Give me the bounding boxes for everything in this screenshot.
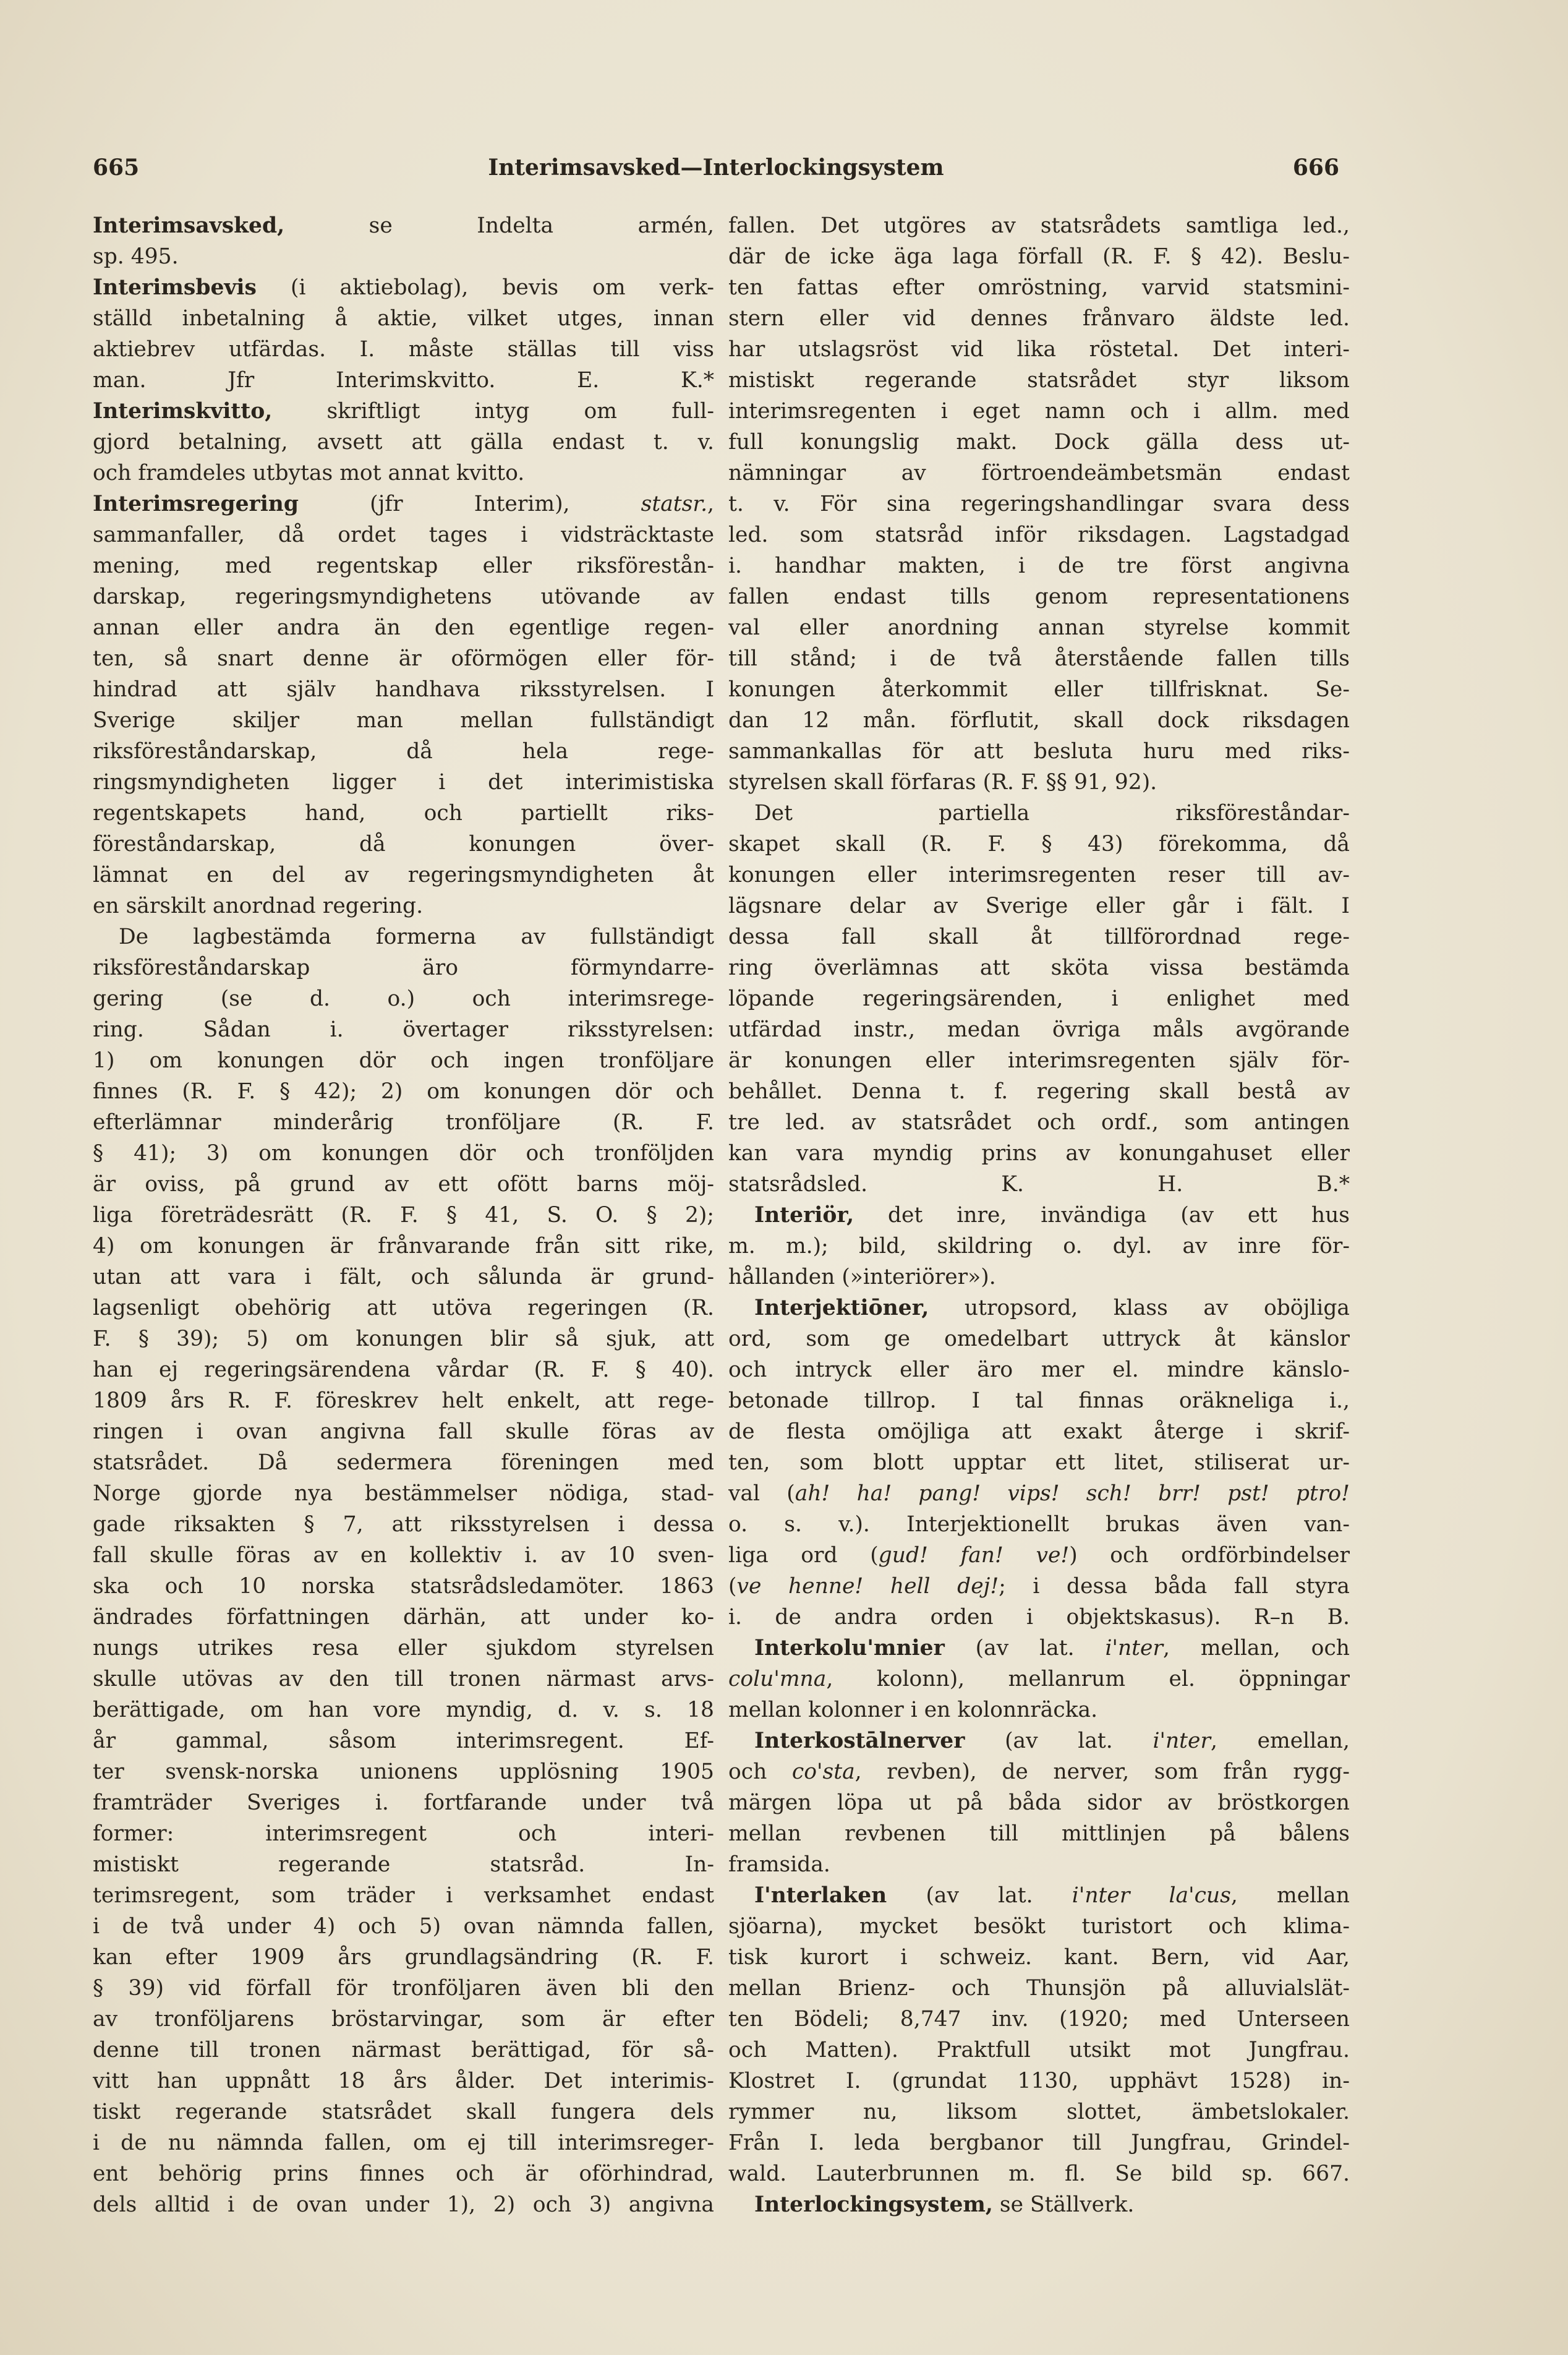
text-line: mellan revbenen till mittlinjen på bålens	[728, 1821, 1350, 1846]
text-line: mellan kolonner i en kolonnräcka.	[728, 1698, 1098, 1722]
text-line: Interimskvitto, skriftligt intyg om full-	[93, 399, 714, 424]
text-line: ring överlämnas att sköta vissa bestämda	[728, 955, 1350, 980]
text-line: tre led. av statsrådet och ordf., som antingen	[728, 1110, 1350, 1135]
text-line: lämnat en del av regeringsmyndigheten åt	[93, 863, 714, 887]
running-title: Interimsavsked—Interlockingsystem	[488, 155, 944, 181]
text-line: Interjektiōner, utropsord, klass av oböjliga	[754, 1296, 1350, 1320]
text-line: ring. Sådan i. övertager riksstyrelsen:	[93, 1017, 714, 1042]
text-line: stern eller vid dennes frånvaro äldste led.	[728, 306, 1350, 331]
text-line: riksföreståndarskap äro förmyndarre-	[93, 955, 714, 980]
text-line: utfärdad instr., medan övriga måls avgörande	[728, 1017, 1350, 1042]
text-line: berättigade, om han vore myndig, d. v. s. 18	[93, 1698, 714, 1722]
text-line: han ej regeringsärendena vårdar (R. F. § 40).	[93, 1357, 714, 1382]
text-line: hållanden (»interiörer»).	[728, 1265, 996, 1289]
left-column	[93, 210, 714, 2220]
text-line: Norge gjorde nya bestämmelser nödiga, stad-	[93, 1481, 714, 1506]
text-line: Interkostālnerver (av lat. i'nter, emellan,	[754, 1729, 1350, 1753]
text-line: framträder Sveriges i. fortfarande under två	[93, 1790, 714, 1815]
text-line: full konungslig makt. Dock gälla dess ut-	[728, 430, 1350, 455]
text-line: 1) om konungen dör och ingen tronföljare	[93, 1048, 714, 1073]
text-line: kan vara myndig prins av konungahuset eller	[728, 1141, 1350, 1166]
text-line: darskap, regeringsmyndighetens utövande av	[93, 584, 714, 609]
text-line: där de icke äga laga förfall (R. F. § 42). Beslu-	[728, 244, 1350, 269]
text-line: sjöarna), mycket besökt turistort och klima-	[728, 1914, 1350, 1939]
text-line: Det partiella riksföreståndar-	[754, 801, 1350, 826]
text-line: (ve henne! hell dej!; i dessa båda fall styra	[728, 1574, 1350, 1599]
text-line: i de nu nämnda fallen, om ej till interimsreger-	[93, 2131, 714, 2155]
text-line: och co'sta, revben), de nerver, som från rygg-	[728, 1759, 1350, 1784]
text-line: rymmer nu, liksom slottet, ämbetslokaler.	[728, 2100, 1350, 2124]
text-line: Interimsavsked, se Indelta armén,	[93, 213, 714, 238]
text-line: sammankallas för att besluta huru med riks-	[728, 739, 1350, 764]
text-line: Från I. leda bergbanor till Jungfrau, Grindel-	[728, 2131, 1350, 2155]
text-line: i. handhar makten, i de tre först angivna	[728, 553, 1350, 578]
text-line: annan eller andra än den egentlige regen-	[93, 615, 714, 640]
text-line: märgen löpa ut på båda sidor av bröstkorgen	[728, 1790, 1350, 1815]
text-line: ändrades författningen därhän, att under ko-	[93, 1605, 714, 1630]
text-line: ord, som ge omedelbart uttryck åt känslor	[728, 1327, 1350, 1351]
text-line: har utslagsröst vid lika röstetal. Det interi-	[728, 337, 1350, 362]
text-line: I'nterlaken (av lat. i'nter la'cus, mellan	[754, 1883, 1350, 1908]
text-line: t. v. För sina regeringshandlingar svara dess	[728, 492, 1350, 516]
page-number-left: 665	[93, 155, 140, 181]
text-line: en särskilt anordnad regering.	[93, 894, 424, 918]
text-line: regentskapets hand, och partiellt riks-	[93, 801, 714, 826]
text-line: till stånd; i de två återstående fallen tills	[728, 646, 1350, 671]
text-line: dels alltid i de ovan under 1), 2) och 3) angivna	[93, 2192, 714, 2217]
text-line: i. de andra orden i objektskasus). R–n B.	[728, 1605, 1350, 1630]
text-line: man. Jfr Interimskvitto. E. K.*	[93, 368, 714, 393]
text-line: dessa fall skall åt tillförordnad rege-	[728, 925, 1350, 949]
text-line: och Matten). Praktfull utsikt mot Jungfrau.	[728, 2038, 1350, 2062]
text-line: interimsregenten i eget namn och i allm. med	[728, 399, 1350, 424]
text-line: Sverige skiljer man mellan fullständigt	[93, 708, 714, 733]
text-line: Interimsbevis (i aktiebolag), bevis om verk-	[93, 275, 714, 300]
text-line: De lagbestämda formerna av fullständigt	[119, 925, 714, 949]
text-line: Interimsregering (jfr Interim), statsr.,	[93, 492, 714, 516]
page-number-right: 666	[1292, 155, 1339, 181]
text-line: m. m.); bild, skildring o. dyl. av inre för-	[728, 1234, 1350, 1259]
text-line: statsrådet. Då sedermera föreningen med	[93, 1450, 714, 1475]
text-line: liga ord (gud! fan! ve!) och ordförbindelser	[728, 1543, 1350, 1568]
text-line: lagsenligt obehörig att utöva regeringen (R.	[93, 1296, 714, 1320]
text-line: Interkolu'mnier (av lat. i'nter, mellan, och	[754, 1636, 1350, 1660]
right-column	[728, 210, 1350, 2220]
text-line: ringen i ovan angivna fall skulle föras av	[93, 1419, 714, 1444]
text-line: och framdeles utbytas mot annat kvitto.	[93, 461, 525, 485]
text-line: denne till tronen närmast berättigad, för så-	[93, 2038, 714, 2062]
text-line: kan efter 1909 års grundlagsändring (R. F.	[93, 1945, 714, 1970]
text-line: Interiör, det inre, invändiga (av ett hus	[754, 1203, 1350, 1228]
text-line: led. som statsråd inför riksdagen. Lagstadgad	[728, 523, 1350, 547]
text-line: löpande regeringsärenden, i enlighet med	[728, 986, 1350, 1011]
text-line: Interlockingsystem, se Ställverk.	[754, 2192, 1135, 2217]
text-line: och intryck eller äro mer el. mindre känslo-	[728, 1357, 1350, 1382]
text-line: nungs utrikes resa eller sjukdom styrelsen	[93, 1636, 714, 1660]
text-line: vitt han uppnått 18 års ålder. Det interimis-	[93, 2069, 714, 2093]
text-line: fallen. Det utgöres av statsrådets samtliga led.,	[728, 213, 1350, 238]
text-line: lägsnare delar av Sverige eller går i fält. I	[728, 894, 1350, 918]
text-line: behållet. Denna t. f. regering skall bestå av	[728, 1079, 1350, 1104]
text-line: finnes (R. F. § 42); 2) om konungen dör och	[93, 1079, 714, 1104]
text-line: Klostret I. (grundat 1130, upphävt 1528) in-	[728, 2069, 1350, 2093]
text-line: mistiskt regerande statsrådet styr liksom	[728, 368, 1350, 393]
text-line: former: interimsregent och interi-	[93, 1821, 714, 1846]
text-line: gade riksakten § 7, att riksstyrelsen i dessa	[93, 1512, 714, 1537]
text-line: föreståndarskap, då konungen över-	[93, 832, 714, 857]
text-line: konungen återkommit eller tillfrisknat. Se-	[728, 677, 1350, 702]
text-line: gjord betalning, avsett att gälla endast t. v.	[93, 430, 714, 455]
text-line: ska och 10 norska statsrådsledamöter. 1863	[93, 1574, 714, 1599]
text-line: efterlämnar minderårig tronföljare (R. F.	[93, 1110, 714, 1135]
text-line: tiskt regerande statsrådet skall fungera dels	[93, 2100, 714, 2124]
text-line: ten Bödeli; 8,747 inv. (1920; med Unterseen	[728, 2007, 1350, 2032]
text-line: sammanfaller, då ordet tages i vidsträcktaste	[93, 523, 714, 547]
text-line: dan 12 mån. förflutit, skall dock riksdagen	[728, 708, 1350, 733]
text-line: fall skulle föras av en kollektiv i. av 10 sven-	[93, 1543, 714, 1568]
text-line: ten, så snart denne är oförmögen eller för-	[93, 646, 714, 671]
text-line: ringsmyndigheten ligger i det interimistiska	[93, 770, 714, 795]
text-line: de flesta omöjliga att exakt återge i skrif-	[728, 1419, 1350, 1444]
text-line: F. § 39); 5) om konungen blir så sjuk, att	[93, 1327, 714, 1351]
text-line: nämningar av förtroendeämbetsmän endast	[728, 461, 1350, 485]
text-line: skulle utövas av den till tronen närmast arvs-	[93, 1667, 714, 1691]
text-line: ställd inbetalning å aktie, vilket utges, innan	[93, 306, 714, 331]
text-line: i de två under 4) och 5) ovan nämnda fallen,	[93, 1914, 714, 1939]
text-line: § 39) vid förfall för tronföljaren även bli den	[93, 1976, 714, 2001]
text-line: framsida.	[728, 1852, 830, 1877]
text-line: 4) om konungen är frånvarande från sitt rike,	[93, 1234, 714, 1259]
text-line: o. s. v.). Interjektionellt brukas även van-	[728, 1512, 1350, 1537]
text-line: styrelsen skall förfaras (R. F. §§ 91, 92).	[728, 770, 1157, 795]
text-line: liga företrädesrätt (R. F. § 41, S. O. § 2);	[93, 1203, 714, 1228]
text-line: är oviss, på grund av ett ofött barns möj-	[93, 1172, 714, 1197]
text-line: 1809 års R. F. föreskrev helt enkelt, att rege-	[93, 1388, 714, 1413]
text-line: val (ah! ha! pang! vips! sch! brr! pst! ptro!	[728, 1481, 1350, 1506]
text-line: konungen eller interimsregenten reser till av-	[728, 863, 1350, 887]
text-line: val eller anordning annan styrelse kommit	[728, 615, 1350, 640]
text-line: terimsregent, som träder i verksamhet endast	[93, 1883, 714, 1908]
text-line: gering (se d. o.) och interimsrege-	[93, 986, 714, 1011]
text-line: är konungen eller interimsregenten själv för-	[728, 1048, 1350, 1073]
text-line: § 41); 3) om konungen dör och tronföljden	[93, 1141, 714, 1166]
text-line: skapet skall (R. F. § 43) förekomma, då	[728, 832, 1350, 857]
text-line: utan att vara i fält, och sålunda är grund-	[93, 1265, 714, 1289]
text-line: ten fattas efter omröstning, varvid statsmini-	[728, 275, 1350, 300]
text-line: ten, som blott upptar ett litet, stiliserat ur-	[728, 1450, 1350, 1475]
page-header	[93, 155, 1339, 192]
text-line: år gammal, såsom interimsregent. Ef-	[93, 1729, 714, 1753]
text-line: fallen endast tills genom representationens	[728, 584, 1350, 609]
text-line: aktiebrev utfärdas. I. måste ställas till viss	[93, 337, 714, 362]
text-line: av tronföljarens bröstarvingar, som är efter	[93, 2007, 714, 2032]
text-line: mellan Brienz- och Thunsjön på alluvialslät-	[728, 1976, 1350, 2001]
text-line: mening, med regentskap eller riksförestån-	[93, 553, 714, 578]
text-line: colu'mna, kolonn), mellanrum el. öppningar	[728, 1667, 1350, 1691]
text-line: sp. 495.	[93, 244, 179, 269]
text-line: betonade tillrop. I tal finnas oräkneliga i.,	[728, 1388, 1350, 1413]
text-line: wald. Lauterbrunnen m. fl. Se bild sp. 667.	[728, 2161, 1350, 2186]
text-line: mistiskt regerande statsråd. In-	[93, 1852, 714, 1877]
text-line: statsrådsled. K. H. B.*	[728, 1172, 1350, 1197]
text-line: ter svensk-norska unionens upplösning 1905	[93, 1759, 714, 1784]
text-line: hindrad att själv handhava riksstyrelsen. I	[93, 677, 714, 702]
text-line: tisk kurort i schweiz. kant. Bern, vid Aar,	[728, 1945, 1350, 1970]
text-line: riksföreståndarskap, då hela rege-	[93, 739, 714, 764]
text-line: ent behörig prins finnes och är oförhindrad,	[93, 2161, 714, 2186]
